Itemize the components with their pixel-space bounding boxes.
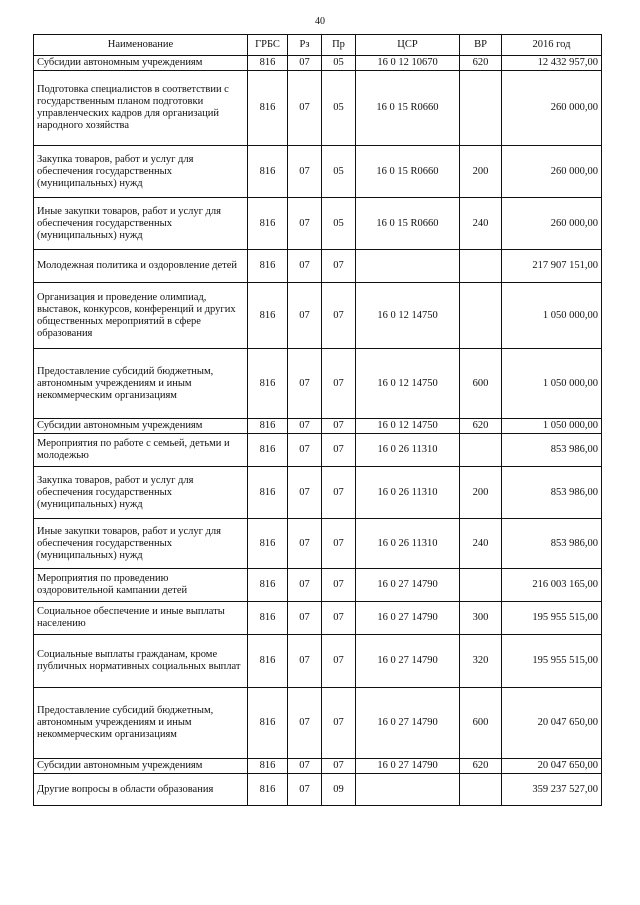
header-csr: ЦСР: [356, 35, 460, 56]
row-rz: 07: [288, 759, 322, 774]
row-amount: 260 000,00: [502, 146, 602, 198]
row-amount: 216 003 165,00: [502, 569, 602, 602]
row-name: Социальные выплаты гражданам, кроме публичных нормативных социальных выплат: [34, 635, 248, 688]
row-grbs: 816: [248, 467, 288, 519]
row-name: Предоставление субсидий бюджетным, автономным учреждениям и иным некоммерческим организациям: [34, 349, 248, 419]
row-csr: 16 0 27 14790: [356, 602, 460, 635]
row-pr: 05: [322, 146, 356, 198]
row-grbs: 816: [248, 774, 288, 806]
row-amount: 1 050 000,00: [502, 283, 602, 349]
row-amount: 12 432 957,00: [502, 56, 602, 71]
row-csr: 16 0 27 14790: [356, 569, 460, 602]
row-name: Организация и проведение олимпиад, выставок, конкурсов, конференций и других общественных мероприятий в сфере образования: [34, 283, 248, 349]
row-name: Подготовка специалистов в соответствии с государственным планом подготовки управленческих кадров для организаций народного хозяйства: [34, 71, 248, 146]
row-csr: 16 0 26 11310: [356, 434, 460, 467]
row-name: Молодежная политика и оздоровление детей: [34, 250, 248, 283]
header-grbs: ГРБС: [248, 35, 288, 56]
row-grbs: 816: [248, 635, 288, 688]
row-csr: 16 0 15 R0660: [356, 71, 460, 146]
table-row: [34, 467, 602, 519]
row-name: Иные закупки товаров, работ и услуг для обеспечения государственных (муниципальных) нужд: [34, 519, 248, 569]
row-grbs: 816: [248, 569, 288, 602]
row-amount: 1 050 000,00: [502, 419, 602, 434]
row-csr: 16 0 26 11310: [356, 519, 460, 569]
table-row: [34, 71, 602, 146]
table-header-row: [34, 35, 602, 56]
row-name: Субсидии автономным учреждениям: [34, 759, 248, 774]
row-pr: 07: [322, 688, 356, 759]
table-row: [34, 250, 602, 283]
row-csr: 16 0 15 R0660: [356, 198, 460, 250]
row-amount: 195 955 515,00: [502, 635, 602, 688]
row-name: Субсидии автономным учреждениям: [34, 56, 248, 71]
row-vr: [460, 774, 502, 806]
row-rz: 07: [288, 56, 322, 71]
row-grbs: 816: [248, 688, 288, 759]
table-row: [34, 56, 602, 71]
row-rz: 07: [288, 349, 322, 419]
row-amount: 20 047 650,00: [502, 688, 602, 759]
row-rz: 07: [288, 283, 322, 349]
table-row: [34, 519, 602, 569]
row-grbs: 816: [248, 71, 288, 146]
table-row: [34, 759, 602, 774]
row-vr: 620: [460, 56, 502, 71]
row-csr: [356, 774, 460, 806]
row-csr: 16 0 27 14790: [356, 635, 460, 688]
row-amount: 217 907 151,00: [502, 250, 602, 283]
row-pr: 07: [322, 283, 356, 349]
row-rz: 07: [288, 602, 322, 635]
row-rz: 07: [288, 198, 322, 250]
row-rz: 07: [288, 774, 322, 806]
row-rz: 07: [288, 688, 322, 759]
row-amount: 853 986,00: [502, 434, 602, 467]
row-csr: 16 0 12 14750: [356, 349, 460, 419]
page-number: 40: [315, 16, 325, 27]
row-grbs: 816: [248, 519, 288, 569]
table-row: [34, 146, 602, 198]
row-pr: 07: [322, 434, 356, 467]
row-csr: 16 0 12 14750: [356, 419, 460, 434]
row-vr: 240: [460, 198, 502, 250]
row-pr: 05: [322, 71, 356, 146]
table-row: [34, 419, 602, 434]
row-grbs: 816: [248, 602, 288, 635]
row-pr: 07: [322, 602, 356, 635]
row-csr: 16 0 27 14790: [356, 688, 460, 759]
table-row: [34, 635, 602, 688]
row-grbs: 816: [248, 146, 288, 198]
row-grbs: 816: [248, 759, 288, 774]
row-amount: 1 050 000,00: [502, 349, 602, 419]
row-name: Закупка товаров, работ и услуг для обеспечения государственных (муниципальных) нужд: [34, 467, 248, 519]
row-amount: 195 955 515,00: [502, 602, 602, 635]
row-vr: [460, 283, 502, 349]
header-pr: Пр: [322, 35, 356, 56]
row-rz: 07: [288, 569, 322, 602]
row-pr: 09: [322, 774, 356, 806]
row-pr: 07: [322, 250, 356, 283]
row-vr: 200: [460, 467, 502, 519]
row-pr: 05: [322, 198, 356, 250]
row-vr: [460, 250, 502, 283]
row-csr: 16 0 27 14790: [356, 759, 460, 774]
table-row: [34, 602, 602, 635]
header-year: 2016 год: [502, 35, 602, 56]
row-pr: 07: [322, 635, 356, 688]
row-csr: 16 0 26 11310: [356, 467, 460, 519]
row-amount: 260 000,00: [502, 198, 602, 250]
row-name: Мероприятия по проведению оздоровительной кампании детей: [34, 569, 248, 602]
row-pr: 07: [322, 419, 356, 434]
row-amount: 853 986,00: [502, 519, 602, 569]
table-row: [34, 569, 602, 602]
row-grbs: 816: [248, 349, 288, 419]
row-amount: 853 986,00: [502, 467, 602, 519]
row-rz: 07: [288, 519, 322, 569]
row-grbs: 816: [248, 198, 288, 250]
row-pr: 07: [322, 569, 356, 602]
row-amount: 260 000,00: [502, 71, 602, 146]
table-row: [34, 774, 602, 806]
row-name: Иные закупки товаров, работ и услуг для обеспечения государственных (муниципальных) нужд: [34, 198, 248, 250]
row-name: Другие вопросы в области образования: [34, 774, 248, 806]
row-name: Предоставление субсидий бюджетным, автономным учреждениям и иным некоммерческим организациям: [34, 688, 248, 759]
row-grbs: 816: [248, 434, 288, 467]
table-row: [34, 198, 602, 250]
row-rz: 07: [288, 434, 322, 467]
table-row: [34, 283, 602, 349]
header-name: Наименование: [34, 35, 248, 56]
row-name: Субсидии автономным учреждениям: [34, 419, 248, 434]
header-vr: ВР: [460, 35, 502, 56]
row-vr: 320: [460, 635, 502, 688]
row-rz: 07: [288, 635, 322, 688]
row-name: Закупка товаров, работ и услуг для обеспечения государственных (муниципальных) нужд: [34, 146, 248, 198]
row-vr: [460, 434, 502, 467]
row-vr: 300: [460, 602, 502, 635]
row-rz: 07: [288, 419, 322, 434]
row-grbs: 816: [248, 419, 288, 434]
row-grbs: 816: [248, 250, 288, 283]
table-row: [34, 434, 602, 467]
row-pr: 07: [322, 467, 356, 519]
row-csr: 16 0 15 R0660: [356, 146, 460, 198]
row-csr: [356, 250, 460, 283]
row-grbs: 816: [248, 56, 288, 71]
row-pr: 07: [322, 519, 356, 569]
header-rz: Рз: [288, 35, 322, 56]
row-vr: 200: [460, 146, 502, 198]
budget-table: [33, 34, 602, 806]
row-vr: [460, 569, 502, 602]
table-row: [34, 349, 602, 419]
row-pr: 05: [322, 56, 356, 71]
row-rz: 07: [288, 71, 322, 146]
row-pr: 07: [322, 759, 356, 774]
row-rz: 07: [288, 146, 322, 198]
table-row: [34, 688, 602, 759]
row-name: Мероприятия по работе с семьей, детьми и молодежью: [34, 434, 248, 467]
row-grbs: 816: [248, 283, 288, 349]
row-csr: 16 0 12 10670: [356, 56, 460, 71]
row-csr: 16 0 12 14750: [356, 283, 460, 349]
row-pr: 07: [322, 349, 356, 419]
row-rz: 07: [288, 467, 322, 519]
row-amount: 359 237 527,00: [502, 774, 602, 806]
row-vr: 240: [460, 519, 502, 569]
row-rz: 07: [288, 250, 322, 283]
row-name: Социальное обеспечение и иные выплаты населению: [34, 602, 248, 635]
row-vr: 620: [460, 419, 502, 434]
row-vr: 600: [460, 688, 502, 759]
row-vr: [460, 71, 502, 146]
row-vr: 620: [460, 759, 502, 774]
row-amount: 20 047 650,00: [502, 759, 602, 774]
row-vr: 600: [460, 349, 502, 419]
